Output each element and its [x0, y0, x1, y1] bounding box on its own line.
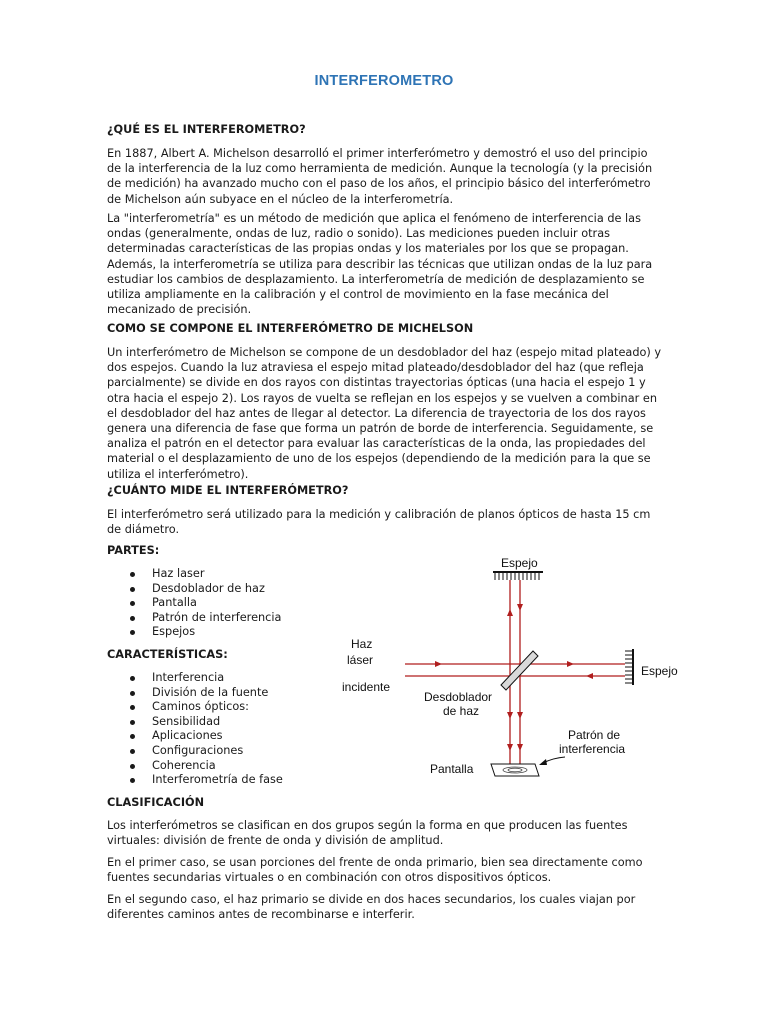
paragraph-intro-1: En 1887, Albert A. Michelson desarrolló el primer interferómetro y demostró el uso del principio de la interferencia de la luz como herramienta de medición. Aunque la tecnología (y la precisión de medición) ha avanzado mucho con el paso de los años, el principio básico del interferómetro de Michelson aún subyace en el núcleo de la interferometría. [107, 147, 653, 206]
heading-clasificacion: CLASIFICACIÓN [107, 796, 205, 809]
paragraph-intro-2: La "interferometría" es un método de medición que aplica el fenómeno de interferencia de las ondas (generalmente, ondas de luz, radio o sonido). Las mediciones pueden incluir otras determinadas características de las propias ondas y los materiales por los que se propagan. Además, la interferometría se utiliza para describir las técnicas que utilizan ondas de la luz para estudiar los cambios de desplazamiento. La interferometría de medición de desplazamiento se utiliza ampliamente en la calibración y el control de movimiento en la fase mecánica del mecanizado de precisión. [107, 212, 653, 317]
label-espejo-right: Espejo [641, 664, 678, 678]
label-espejo-top: Espejo [501, 556, 538, 570]
label-patron: Patrón de [568, 728, 621, 742]
label-incidente: incidente [342, 680, 391, 694]
pointer-arrowhead [539, 759, 547, 765]
list-item: Coherencia [107, 759, 283, 774]
paragraph-clasificacion-3: En el segundo caso, el haz primario se divide en dos haces secundarios, los cuales viajan por diferentes caminos antes de recombinarse e interferir. [107, 893, 636, 922]
heading-partes: PARTES: [107, 544, 160, 557]
heading-compone: COMO SE COMPONE EL INTERFERÓMETRO DE MICHELSON [107, 322, 474, 335]
list-item: Haz laser [107, 567, 281, 582]
list-item: Configuraciones [107, 744, 283, 759]
paragraph-mide: El interferómetro será utilizado para la medición y calibración de planos ópticos de hasta 15 cm de diámetro. [107, 508, 651, 537]
heading-mide: ¿CUÁNTO MIDE EL INTERFERÓMETRO? [107, 484, 349, 497]
label-de-haz: de haz [443, 704, 480, 718]
list-item: Sensibilidad [107, 715, 283, 730]
paragraph-clasificacion-1: Los interferómetros se clasifican en dos grupos según la forma en que producen las fuentes virtuales: división de frente de onda y división de amplitud. [107, 819, 628, 848]
michelson-diagram [325, 552, 695, 784]
label-desdoblador: Desdoblador [424, 690, 493, 704]
list-item: Aplicaciones [107, 729, 283, 744]
right-mirror [625, 649, 633, 685]
label-haz: Haz [351, 637, 373, 651]
list-item: Interferometría de fase [107, 773, 283, 788]
list-item: División de la fuente [107, 686, 283, 701]
top-mirror [493, 572, 543, 580]
list-item: Caminos ópticos: [107, 700, 283, 715]
label-laser: láser [347, 653, 374, 667]
list-item: Desdoblador de haz [107, 582, 281, 597]
heading-que-es: ¿QUÉ ES EL INTERFEROMETRO? [107, 123, 306, 136]
paragraph-compone: Un interferómetro de Michelson se compone de un desdoblador del haz (espejo mitad plateado) y dos espejos. Cuando la luz atraviesa el espejo mitad plateado/desdoblador del haz (que refleja parcialmente) se divide en dos rayos con distintas trayectorias ópticas (una hacia el espejo 1 y otra hacia el espejo 2). Los rayos de vuelta se reflejan en los espejos y se vuelven a combinar en el desdoblador del haz antes de llegar al detector. La diferencia de trayectoria de los dos rayos genera una diferencia de fase que forma un patrón de borde de interferencia. Seguidamente, se analiza el patrón en el detector para evaluar las características de la onda, las propiedades del material o el desplazamiento de uno de los espejos (dependiendo de la medición para la que se utiliza el interferómetro). [107, 346, 662, 481]
list-item: Pantalla [107, 596, 281, 611]
label-pantalla: Pantalla [430, 762, 474, 776]
heading-caracteristicas: CARACTERÍSTICAS: [107, 648, 228, 661]
paragraph-clasificacion-2: En el primer caso, se usan porciones del frente de onda primario, bien sea directamente como fuentes secundarias virtuales o en combinación con otros dispositivos ópticos. [107, 856, 643, 885]
list-item: Patrón de interferencia [107, 611, 281, 626]
partes-list [107, 567, 281, 640]
list-item: Interferencia [107, 671, 283, 686]
caracteristicas-list [107, 671, 283, 788]
page-title: INTERFEROMETRO [314, 73, 454, 89]
list-item: Espejos [107, 625, 281, 640]
label-interferencia: interferencia [559, 742, 626, 756]
screen [491, 764, 539, 776]
